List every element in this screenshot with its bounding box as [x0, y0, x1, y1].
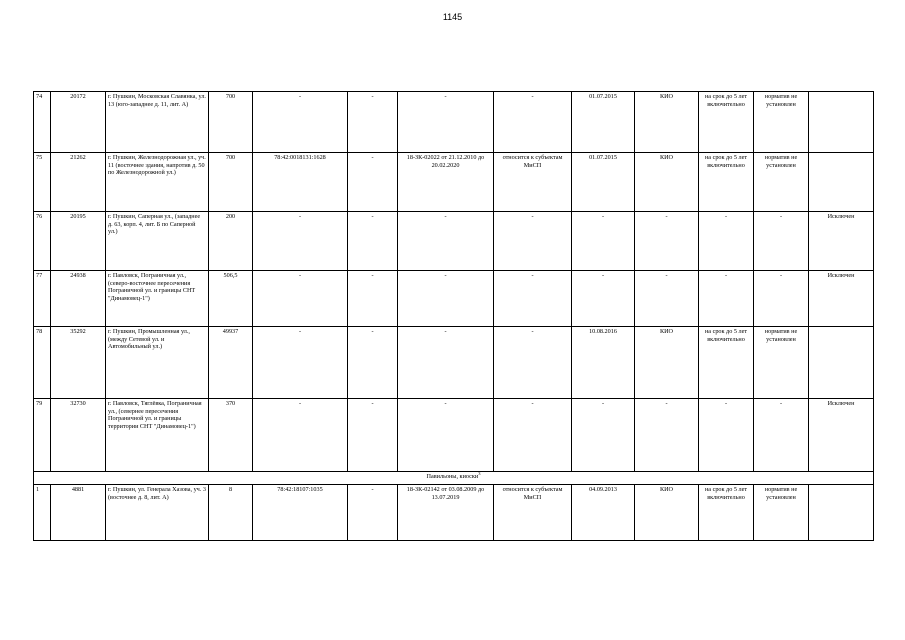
table-row	[34, 399, 874, 472]
address: г. Пушкин, Промышленная ул., (между Сетевой ул. и Автомобильный ул.)	[106, 327, 209, 399]
column-5: -	[348, 153, 398, 212]
address: г. Пушкин, Московская Славянка, ул. 13 (юго-западнее д. 11, лит. А)	[106, 92, 209, 153]
cadastral-number: -	[253, 212, 348, 271]
note: Исключен	[809, 212, 874, 271]
authority: -	[635, 399, 699, 472]
area: 700	[209, 92, 253, 153]
table-row	[34, 327, 874, 399]
table-row	[34, 485, 874, 541]
column-5: -	[348, 212, 398, 271]
term: на срок до 5 лет включительно	[699, 92, 754, 153]
status: -	[494, 399, 572, 472]
date: 10.08.2016	[572, 327, 635, 399]
authority: -	[635, 271, 699, 327]
column-5: -	[348, 399, 398, 472]
norm: норматив не установлен	[754, 92, 809, 153]
object-id: 32730	[51, 399, 106, 472]
term: на срок до 5 лет включительно	[699, 153, 754, 212]
object-id: 4881	[51, 485, 106, 541]
note	[809, 327, 874, 399]
status: относится к субъектам МиСП	[494, 153, 572, 212]
norm: -	[754, 271, 809, 327]
address: г. Павловск, Тяглёвка, Пограничная ул., (севернее пересечения Пограничной ул. и границы территории СНТ "Динамовец-1")	[106, 399, 209, 472]
note: Исключен	[809, 271, 874, 327]
authority: КИО	[635, 485, 699, 541]
cadastral-number: -	[253, 399, 348, 472]
row-number: 77	[34, 271, 51, 327]
permit: -	[398, 92, 494, 153]
authority: КИО	[635, 92, 699, 153]
address: г. Пушкин, ул. Генерала Хазова, уч. 3 (восточнее д. 8, лит. А)	[106, 485, 209, 541]
permit: -	[398, 399, 494, 472]
date: -	[572, 271, 635, 327]
row-number: 1	[34, 485, 51, 541]
column-5: -	[348, 271, 398, 327]
authority: КИО	[635, 327, 699, 399]
area: 200	[209, 212, 253, 271]
column-5: -	[348, 485, 398, 541]
authority: -	[635, 212, 699, 271]
address: г. Пушкин, Железнодорожная ул., уч. 11 (восточнее здания, напротив д. 50 по Железнодорожной ул.)	[106, 153, 209, 212]
row-number: 76	[34, 212, 51, 271]
address: г. Пушкин, Саперная ул., (западнее д. 63, корп. 4, лит. Б по Саперной ул.)	[106, 212, 209, 271]
status: относится к субъектам МиСП	[494, 485, 572, 541]
date: -	[572, 399, 635, 472]
date: 01.07.2015	[572, 153, 635, 212]
note: Исключен	[809, 399, 874, 472]
cadastral-number: -	[253, 92, 348, 153]
norm: -	[754, 399, 809, 472]
address: г. Павловск, Пограничная ул., (северо-восточнее пересечения Пограничной ул. и границы СНТ "Динамовец-1")	[106, 271, 209, 327]
term: на срок до 5 лет включительно	[699, 485, 754, 541]
date: -	[572, 212, 635, 271]
area: 700	[209, 153, 253, 212]
status: -	[494, 271, 572, 327]
term: -	[699, 271, 754, 327]
date: 04.09.2013	[572, 485, 635, 541]
term: -	[699, 212, 754, 271]
norm: -	[754, 212, 809, 271]
object-id: 20195	[51, 212, 106, 271]
permit: 18-ЗК-02142 от 03.08.2009 до 13.07.2019	[398, 485, 494, 541]
column-5: -	[348, 92, 398, 153]
row-number: 75	[34, 153, 51, 212]
table-row	[34, 153, 874, 212]
object-id: 24938	[51, 271, 106, 327]
object-id: 35292	[51, 327, 106, 399]
cadastral-number: -	[253, 271, 348, 327]
permit: -	[398, 212, 494, 271]
area: 49937	[209, 327, 253, 399]
row-number: 74	[34, 92, 51, 153]
object-id: 20172	[51, 92, 106, 153]
note	[809, 485, 874, 541]
permit: -	[398, 271, 494, 327]
column-5: -	[348, 327, 398, 399]
cadastral-number: 78:42:0018131:1628	[253, 153, 348, 212]
table-row	[34, 92, 874, 153]
status: -	[494, 92, 572, 153]
status: -	[494, 327, 572, 399]
section-footnote: 3	[478, 471, 481, 476]
register-table	[33, 91, 874, 541]
authority: КИО	[635, 153, 699, 212]
area: 506,5	[209, 271, 253, 327]
row-number: 78	[34, 327, 51, 399]
area: 370	[209, 399, 253, 472]
term: -	[699, 399, 754, 472]
area: 8	[209, 485, 253, 541]
note	[809, 153, 874, 212]
date: 01.07.2015	[572, 92, 635, 153]
permit: 18-ЗК-02022 от 21.12.2010 до 20.02.2020	[398, 153, 494, 212]
section-row	[34, 472, 874, 485]
permit: -	[398, 327, 494, 399]
cadastral-number: 78:42:18107:1035	[253, 485, 348, 541]
section-title-text: Павильоны, киоски	[426, 473, 479, 480]
norm: норматив не установлен	[754, 485, 809, 541]
term: на срок до 5 лет включительно	[699, 327, 754, 399]
norm: норматив не установлен	[754, 153, 809, 212]
table-row	[34, 212, 874, 271]
object-id: 21262	[51, 153, 106, 212]
section-title	[34, 472, 874, 485]
page-number: 1145	[442, 12, 463, 22]
note	[809, 92, 874, 153]
norm: норматив не установлен	[754, 327, 809, 399]
table-row	[34, 271, 874, 327]
row-number: 79	[34, 399, 51, 472]
cadastral-number: -	[253, 327, 348, 399]
status: -	[494, 212, 572, 271]
